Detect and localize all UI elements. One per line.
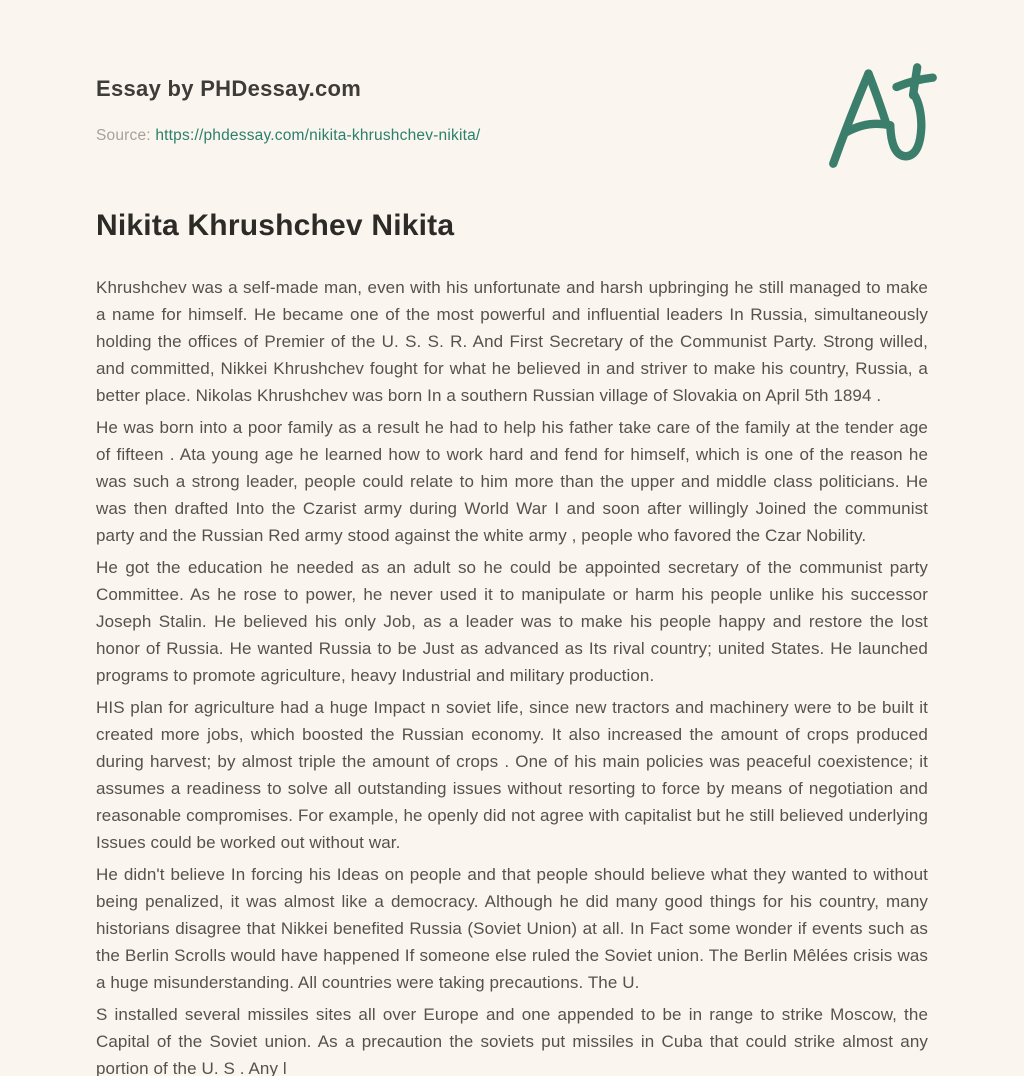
- essay-body: [96, 274, 928, 1076]
- essay-paragraph: Khrushchev was a self-made man, even with his unfortunate and harsh upbringing he still managed to make a name for himself. He became one of the most powerful and influential leaders In Russia, simultaneously holding the offices of Premier of the U. S. S. R. And First Secretary of the Communist Party. Strong willed, and committed, Nikkei Khrushchev fought for what he believed in and striver to make his country, Russia, a better place. Nikolas Khrushchev was born In a southern Russian village of Slovakia on April 5th 1894 .: [96, 278, 928, 405]
- a-plus-logo-icon: [826, 60, 940, 172]
- source-line: [96, 127, 928, 145]
- essay-paragraph: He was born into a poor family as a result he had to help his father take care of the family at the tender age of fifteen . Ata young age he learned how to work hard and fend for himself, which is one of the reason he was such a strong leader, people could relate to him more than the upper and middle class politicians. He was then drafted Into the Czarist army during World War I and soon after willingly Joined the communist party and the Russian Red army stood against the white army , people who favored the Czar Nobility.: [96, 418, 928, 545]
- source-label: Source:: [96, 127, 151, 144]
- essay-paragraph: S installed several missiles sites all over Europe and one appended to be in range to strike Moscow, the Capital of the Soviet union. As a precaution the soviets put missiles in Cuba that could strike almost any portion of the U. S . Any l: [96, 1005, 928, 1076]
- essay-paragraph: He didn't believe In forcing his Ideas on people and that people should believe what they wanted to without being penalized, it was almost like a democracy. Although he did many good things for his country, many historians disagree that Nikkei benefited Russia (Soviet Union) at all. In Fact some wonder if events such as the Berlin Scrolls would have happened If someone else ruled the Soviet union. The Berlin Mêlées crisis was a huge misunderstanding. All countries were taking precautions. The U.: [96, 865, 928, 992]
- essay-paragraph: HIS plan for agriculture had a huge Impact n soviet life, since new tractors and machinery were to be built it created more jobs, which boosted the Russian economy. It also increased the amount of crops produced during harvest; by almost triple the amount of crops . One of his main policies was peaceful coexistence; it assumes a readiness to solve all outstanding issues without resorting to force by means of negotiation and reasonable compromises. For example, he openly did not agree with capitalist but he still believed underlying Issues could be worked out without war.: [96, 698, 928, 852]
- essay-paragraph: He got the education he needed as an adult so he could be appointed secretary of the communist party Committee. As he rose to power, he never used it to manipulate or harm his people unlike his successor Joseph Stalin. He believed his only Job, as a leader was to make his people happy and restore the lost honor of Russia. He wanted Russia to be Just as advanced as Its rival country; united States. He launched programs to promote agriculture, heavy Industrial and military production.: [96, 558, 928, 685]
- page-title: Nikita Khrushchev Nikita: [96, 209, 455, 242]
- source-link[interactable]: https://phdessay.com/nikita-khrushchev-nikita/: [155, 127, 481, 144]
- brand-title: Essay by PHDessay.com: [96, 76, 362, 101]
